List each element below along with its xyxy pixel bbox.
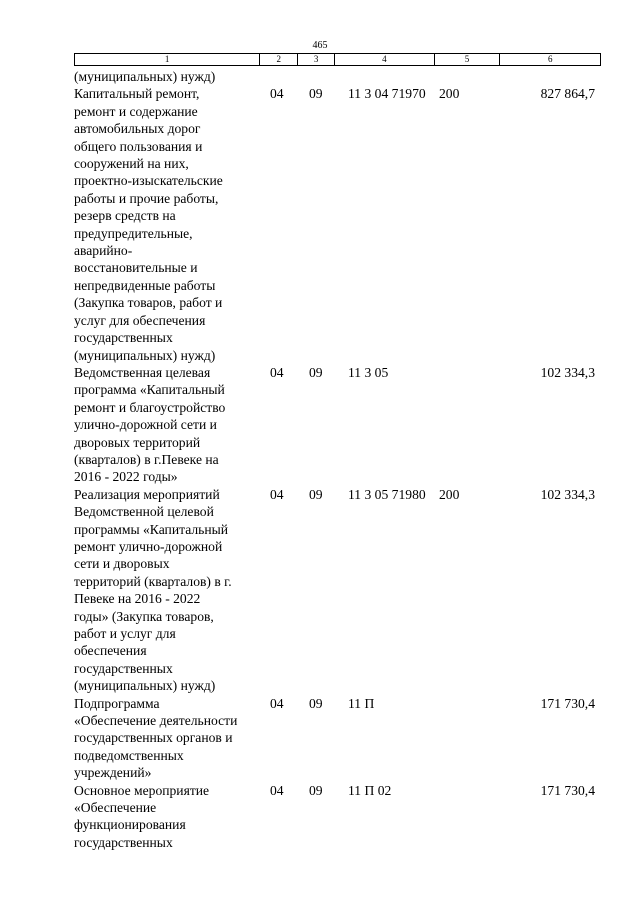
description-line: (муниципальных) нужд) bbox=[74, 69, 216, 84]
row-description bbox=[74, 486, 260, 695]
description-line: аварийно- bbox=[74, 243, 133, 259]
row-description bbox=[74, 68, 260, 85]
description-line: обеспечения bbox=[74, 643, 147, 659]
description-line: функционирования bbox=[74, 817, 186, 833]
description-line: предупредительные, bbox=[74, 225, 193, 241]
table-header-row bbox=[74, 53, 601, 66]
table-row bbox=[74, 486, 601, 695]
description-line: проектно-изыскательские bbox=[74, 173, 223, 189]
description-line: услуг для обеспечения bbox=[74, 312, 206, 328]
section-code: 04 bbox=[270, 86, 284, 102]
description-line: Певеке на 2016 - 2022 bbox=[74, 591, 201, 607]
description-line: ремонт и содержание bbox=[74, 103, 198, 119]
description-line: резерв средств на bbox=[74, 208, 176, 224]
description-line: общего пользования и bbox=[74, 138, 203, 154]
description-line: (муниципальных) нужд) bbox=[74, 678, 216, 694]
description-line: (Закупка товаров, работ и bbox=[74, 295, 223, 311]
table-row bbox=[74, 364, 601, 486]
expense-type-code: 200 bbox=[439, 486, 460, 502]
subsection-code: 09 bbox=[309, 486, 323, 502]
subsection-code: 09 bbox=[309, 782, 323, 798]
description-line: (муниципальных) нужд) bbox=[74, 347, 216, 363]
row-description bbox=[74, 364, 260, 486]
description-line: Ведомственной целевой bbox=[74, 504, 214, 520]
description-line: дворовых территорий bbox=[74, 434, 201, 450]
description-line: улично-дорожной сети и bbox=[74, 417, 217, 433]
description-line: подведомственных bbox=[74, 747, 184, 763]
page-number: 465 bbox=[312, 40, 328, 51]
subsection-code: 09 bbox=[309, 86, 323, 102]
description-line: государственных органов и bbox=[74, 730, 233, 746]
description-line: 2016 - 2022 годы» bbox=[74, 469, 178, 485]
description-line: ремонт улично-дорожной bbox=[74, 538, 223, 554]
description-line: программа «Капитальный bbox=[74, 382, 225, 398]
amount: 102 334,3 bbox=[540, 486, 595, 502]
subsection-code: 09 bbox=[309, 364, 323, 380]
amount: 171 730,4 bbox=[540, 695, 595, 711]
description-line: Подпрограмма bbox=[74, 695, 160, 711]
description-line: государственных bbox=[74, 660, 173, 676]
expense-type-code: 200 bbox=[439, 86, 460, 102]
description-line: сети и дворовых bbox=[74, 556, 170, 572]
description-line: «Обеспечение bbox=[74, 800, 157, 816]
row-description bbox=[74, 85, 260, 364]
column-header-5: 5 bbox=[435, 54, 501, 65]
description-line: Капитальный ремонт, bbox=[74, 86, 200, 102]
target-article-code: 11 3 04 71970 bbox=[348, 86, 426, 102]
row-description bbox=[74, 782, 260, 852]
table-body bbox=[74, 68, 601, 851]
section-code: 04 bbox=[270, 486, 284, 502]
section-code: 04 bbox=[270, 782, 284, 798]
target-article-code: 11 3 05 bbox=[348, 364, 389, 380]
description-line: Ведомственная целевая bbox=[74, 364, 211, 380]
amount: 827 864,7 bbox=[540, 86, 595, 102]
column-header-2: 2 bbox=[260, 54, 298, 65]
description-line: сооружений на них, bbox=[74, 156, 189, 172]
description-line: программы «Капитальный bbox=[74, 521, 229, 537]
description-line: «Обеспечение деятельности bbox=[74, 713, 238, 729]
description-line: ремонт и благоустройство bbox=[74, 399, 226, 415]
table-row bbox=[74, 85, 601, 364]
description-line: территорий (кварталов) в г. bbox=[74, 573, 232, 589]
description-line: восстановительные и bbox=[74, 260, 198, 276]
column-header-4: 4 bbox=[335, 54, 435, 65]
table-row bbox=[74, 782, 601, 852]
table-row bbox=[74, 695, 601, 782]
description-line: годы» (Закупка товаров, bbox=[74, 608, 214, 624]
target-article-code: 11 3 05 71980 bbox=[348, 486, 426, 502]
section-code: 04 bbox=[270, 695, 284, 711]
description-line: (кварталов) в г.Певеке на bbox=[74, 451, 219, 467]
description-line: работы и прочие работы, bbox=[74, 190, 219, 206]
description-line: государственных bbox=[74, 330, 173, 346]
description-line: учреждений» bbox=[74, 765, 152, 781]
column-header-3: 3 bbox=[298, 54, 335, 65]
target-article-code: 11 П bbox=[348, 695, 375, 711]
column-header-6: 6 bbox=[547, 54, 553, 64]
subsection-code: 09 bbox=[309, 695, 323, 711]
table-row bbox=[74, 68, 601, 85]
column-header-1: 1 bbox=[75, 54, 260, 65]
description-line: Реализация мероприятий bbox=[74, 486, 220, 502]
description-line: государственных bbox=[74, 834, 173, 850]
target-article-code: 11 П 02 bbox=[348, 782, 392, 798]
description-line: автомобильных дорог bbox=[74, 121, 201, 137]
row-description bbox=[74, 695, 260, 782]
description-line: непредвиденные работы bbox=[74, 277, 216, 293]
description-line: работ и услуг для bbox=[74, 626, 176, 641]
section-code: 04 bbox=[270, 364, 284, 380]
amount: 171 730,4 bbox=[540, 782, 595, 798]
amount: 102 334,3 bbox=[540, 364, 595, 380]
description-line: Основное мероприятие bbox=[74, 782, 210, 798]
